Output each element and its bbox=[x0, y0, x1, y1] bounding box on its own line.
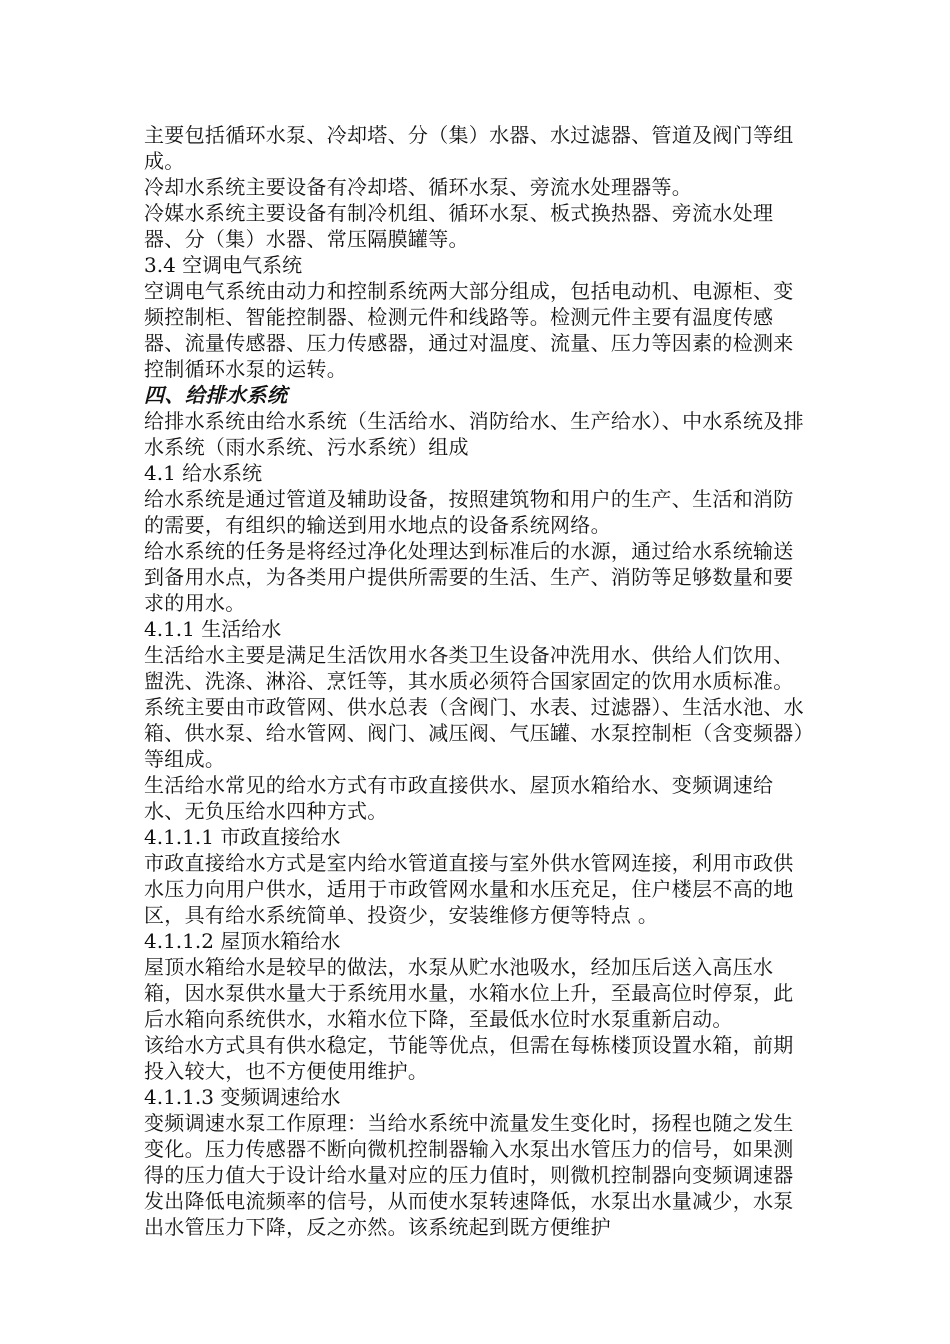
heading-4-1-1-3: 4.1.1.3 变频调速给水 bbox=[144, 1085, 341, 1109]
paragraph-cooling-water-system: 冷却水系统主要设备有冷却塔、循环水泵、旁流水处理器等。 bbox=[144, 175, 693, 199]
heading-3-4: 3.4 空调电气系统 bbox=[144, 253, 303, 277]
paragraph-roof-tank: 屋顶水箱给水是较早的做法，水泵从贮水池吸水，经加压后送入高压水箱，因水泵供水量大于系统用水量，水箱水位上升，至最高位时停泵，此后水箱向系统供水，水箱水位下降，至最低水位时水泵重新启动。 bbox=[144, 955, 794, 1031]
paragraph-roof-tank-pros-cons: 该给水方式具有供水稳定，节能等优点，但需在每栋楼顶设置水箱，前期投入较大，也不方便使用维护。 bbox=[144, 1033, 794, 1083]
paragraph-variable-frequency: 变频调速水泵工作原理：当给水系统中流量发生变化时，扬程也随之发生变化。压力传感器不断向微机控制器输入水泵出水管压力的信号，如果测得的压力值大于设计给水量对应的压力值时，则微机控制器向变频调速器发出降低电流频率的信号，从而使水泵转速降低，水泵出水量减少，水泵出水管压力下降，反之亦然。该系统起到既方便维护 bbox=[144, 1111, 794, 1239]
heading-4-1-1-1: 4.1.1.1 市政直接给水 bbox=[144, 825, 341, 849]
paragraph-water-supply-definition: 给水系统是通过管道及辅助设备，按照建筑物和用户的生产、生活和消防的需要，有组织的输送到用水地点的设备系统网络。 bbox=[144, 487, 794, 537]
paragraph-cooling-main-equipment: 主要包括循环水泵、冷却塔、分（集）水器、水过滤器、管道及阀门等组成。 bbox=[144, 123, 794, 173]
paragraph-refrigerant-water-system: 冷媒水系统主要设备有制冷机组、循环水泵、板式换热器、旁流水处理器、分（集）水器、常压隔膜罐等。 bbox=[144, 201, 774, 251]
heading-4-1-1-2: 4.1.1.2 屋顶水箱给水 bbox=[144, 929, 341, 953]
heading-4-1-1: 4.1.1 生活给水 bbox=[144, 617, 282, 641]
paragraph-water-supply-drainage: 给排水系统由给水系统（生活给水、消防给水、生产给水）、中水系统及排水系统（雨水系统、污水系统）组成 bbox=[144, 409, 804, 459]
heading-4-1: 4.1 给水系统 bbox=[144, 461, 263, 485]
paragraph-hvac-electrical: 空调电气系统由动力和控制系统两大部分组成，包括电动机、电源柜、变频控制柜、智能控制器、检测元件和线路等。检测元件主要有温度传感器、流量传感器、压力传感器，通过对温度、流量、压力等因素的检测来控制循环水泵的运转。 bbox=[144, 279, 794, 381]
paragraph-domestic-water-methods: 生活给水常见的给水方式有市政直接供水、屋顶水箱给水、变频调速给水、无负压给水四种方式。 bbox=[144, 773, 774, 823]
document-page bbox=[144, 122, 812, 1240]
paragraph-municipal-direct: 市政直接给水方式是室内给水管道直接与室外供水管网连接，利用市政供水压力向用户供水，适用于市政管网水量和水压充足，住户楼层不高的地区，具有给水系统简单、投资少，安装维修方便等特点 。 bbox=[144, 851, 794, 927]
heading-section-4: 四、给排水系统 bbox=[144, 383, 288, 407]
paragraph-water-supply-task: 给水系统的任务是将经过净化处理达到标准后的水源，通过给水系统输送到备用水点，为各类用户提供所需要的生活、生产、消防等足够数量和要求的用水。 bbox=[144, 539, 794, 615]
paragraph-domestic-water: 生活给水主要是满足生活饮用水各类卫生设备冲洗用水、供给人们饮用、盥洗、洗涤、淋浴、烹饪等，其水质必须符合国家固定的饮用水质标准。系统主要由市政管网、供水总表（含阀门、水表、过滤器）、生活水池、水箱、供水泵、给水管网、阀门、减压阀、气压罐、水泵控制柜（含变频器）等组成。 bbox=[144, 643, 804, 771]
